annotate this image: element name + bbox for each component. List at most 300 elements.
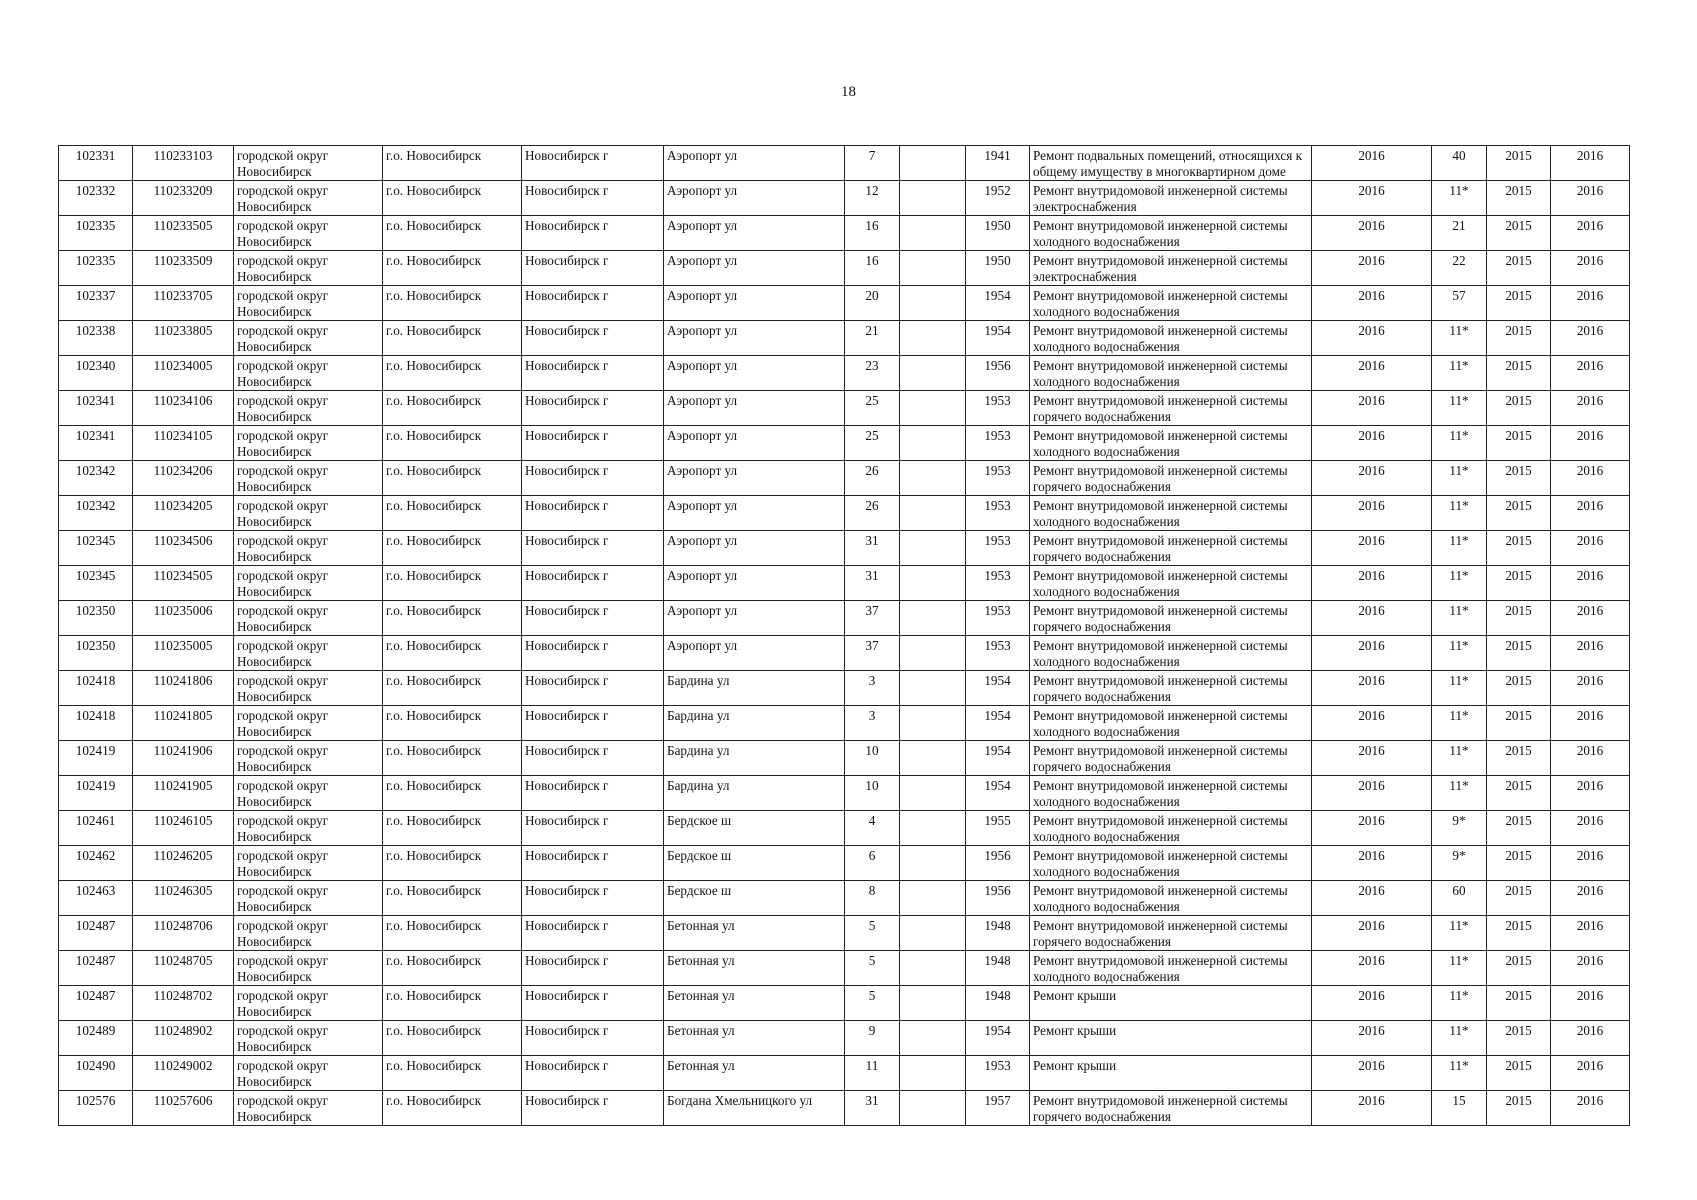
table-row: [59, 566, 1630, 601]
cell-start-year: 2015: [1487, 636, 1551, 671]
cell-building: [900, 636, 966, 671]
cell-work-type: Ремонт внутридомовой инженерной системы холодного водоснабжения: [1030, 951, 1312, 986]
cell-row-id: 102350: [59, 636, 133, 671]
cell-locality: Новосибирск г: [522, 181, 664, 216]
cell-floors: 9*: [1432, 846, 1487, 881]
cell-plan-year: 2016: [1312, 496, 1432, 531]
cell-settlement: г.о. Новосибирск: [383, 496, 522, 531]
cell-work-type: Ремонт внутридомовой инженерной системы холодного водоснабжения: [1030, 426, 1312, 461]
cell-work-type: Ремонт внутридомовой инженерной системы горячего водоснабжения: [1030, 916, 1312, 951]
cell-year-built: 1955: [966, 811, 1030, 846]
cell-year-built: 1953: [966, 566, 1030, 601]
cell-settlement: г.о. Новосибирск: [383, 426, 522, 461]
cell-record-code: 110249002: [133, 1056, 234, 1091]
cell-floors: 11*: [1432, 741, 1487, 776]
cell-street: Аэропорт ул: [664, 531, 845, 566]
cell-municipal-district: городской округ Новосибирск: [234, 1056, 383, 1091]
cell-house-number: 21: [845, 321, 900, 356]
cell-locality: Новосибирск г: [522, 1056, 664, 1091]
cell-plan-year: 2016: [1312, 251, 1432, 286]
cell-floors: 11*: [1432, 601, 1487, 636]
cell-year-built: 1953: [966, 636, 1030, 671]
cell-row-id: 102338: [59, 321, 133, 356]
table-row: [59, 286, 1630, 321]
cell-municipal-district: городской округ Новосибирск: [234, 356, 383, 391]
cell-locality: Новосибирск г: [522, 146, 664, 181]
cell-work-type: Ремонт подвальных помещений, относящихся к общему имуществу в многоквартирном доме: [1030, 146, 1312, 181]
cell-municipal-district: городской округ Новосибирск: [234, 251, 383, 286]
cell-work-type: Ремонт внутридомовой инженерной системы электроснабжения: [1030, 251, 1312, 286]
cell-end-year: 2016: [1551, 321, 1630, 356]
cell-building: [900, 216, 966, 251]
cell-end-year: 2016: [1551, 286, 1630, 321]
cell-work-type: Ремонт внутридомовой инженерной системы холодного водоснабжения: [1030, 286, 1312, 321]
cell-street: Аэропорт ул: [664, 181, 845, 216]
cell-record-code: 110234206: [133, 461, 234, 496]
cell-record-code: 110234106: [133, 391, 234, 426]
table-row: [59, 951, 1630, 986]
cell-end-year: 2016: [1551, 846, 1630, 881]
cell-street: Аэропорт ул: [664, 426, 845, 461]
cell-locality: Новосибирск г: [522, 426, 664, 461]
cell-year-built: 1953: [966, 391, 1030, 426]
cell-record-code: 110248902: [133, 1021, 234, 1056]
cell-start-year: 2015: [1487, 601, 1551, 636]
cell-plan-year: 2016: [1312, 391, 1432, 426]
cell-row-id: 102419: [59, 776, 133, 811]
cell-work-type: Ремонт внутридомовой инженерной системы горячего водоснабжения: [1030, 391, 1312, 426]
cell-floors: 11*: [1432, 1056, 1487, 1091]
cell-floors: 40: [1432, 146, 1487, 181]
cell-settlement: г.о. Новосибирск: [383, 811, 522, 846]
cell-street: Бардина ул: [664, 671, 845, 706]
cell-row-id: 102487: [59, 986, 133, 1021]
cell-year-built: 1956: [966, 881, 1030, 916]
cell-start-year: 2015: [1487, 846, 1551, 881]
cell-plan-year: 2016: [1312, 531, 1432, 566]
cell-house-number: 5: [845, 951, 900, 986]
cell-plan-year: 2016: [1312, 671, 1432, 706]
cell-municipal-district: городской округ Новосибирск: [234, 531, 383, 566]
cell-row-id: 102335: [59, 251, 133, 286]
cell-year-built: 1954: [966, 741, 1030, 776]
cell-work-type: Ремонт внутридомовой инженерной системы горячего водоснабжения: [1030, 741, 1312, 776]
cell-plan-year: 2016: [1312, 986, 1432, 1021]
cell-building: [900, 321, 966, 356]
cell-house-number: 5: [845, 986, 900, 1021]
cell-row-id: 102419: [59, 741, 133, 776]
cell-start-year: 2015: [1487, 811, 1551, 846]
cell-plan-year: 2016: [1312, 146, 1432, 181]
cell-row-id: 102490: [59, 1056, 133, 1091]
cell-start-year: 2015: [1487, 1021, 1551, 1056]
cell-work-type: Ремонт внутридомовой инженерной системы холодного водоснабжения: [1030, 776, 1312, 811]
cell-row-id: 102341: [59, 426, 133, 461]
table-row: [59, 1021, 1630, 1056]
cell-plan-year: 2016: [1312, 181, 1432, 216]
cell-work-type: Ремонт внутридомовой инженерной системы холодного водоснабжения: [1030, 496, 1312, 531]
table-row: [59, 216, 1630, 251]
cell-row-id: 102489: [59, 1021, 133, 1056]
cell-floors: 9*: [1432, 811, 1487, 846]
cell-year-built: 1953: [966, 1056, 1030, 1091]
cell-municipal-district: городской округ Новосибирск: [234, 706, 383, 741]
cell-municipal-district: городской округ Новосибирск: [234, 671, 383, 706]
cell-floors: 11*: [1432, 986, 1487, 1021]
cell-house-number: 25: [845, 391, 900, 426]
cell-settlement: г.о. Новосибирск: [383, 566, 522, 601]
cell-plan-year: 2016: [1312, 741, 1432, 776]
cell-building: [900, 986, 966, 1021]
cell-municipal-district: городской округ Новосибирск: [234, 566, 383, 601]
cell-start-year: 2015: [1487, 321, 1551, 356]
cell-settlement: г.о. Новосибирск: [383, 951, 522, 986]
table-row: [59, 426, 1630, 461]
cell-plan-year: 2016: [1312, 321, 1432, 356]
cell-row-id: 102463: [59, 881, 133, 916]
cell-end-year: 2016: [1551, 566, 1630, 601]
cell-floors: 11*: [1432, 776, 1487, 811]
cell-floors: 11*: [1432, 951, 1487, 986]
cell-settlement: г.о. Новосибирск: [383, 1091, 522, 1126]
cell-start-year: 2015: [1487, 916, 1551, 951]
cell-municipal-district: городской округ Новосибирск: [234, 1021, 383, 1056]
cell-floors: 22: [1432, 251, 1487, 286]
cell-start-year: 2015: [1487, 356, 1551, 391]
cell-record-code: 110233705: [133, 286, 234, 321]
cell-house-number: 16: [845, 251, 900, 286]
cell-record-code: 110246205: [133, 846, 234, 881]
cell-record-code: 110233805: [133, 321, 234, 356]
cell-settlement: г.о. Новосибирск: [383, 391, 522, 426]
table-row: [59, 461, 1630, 496]
cell-work-type: Ремонт внутридомовой инженерной системы холодного водоснабжения: [1030, 881, 1312, 916]
cell-record-code: 110241806: [133, 671, 234, 706]
cell-house-number: 11: [845, 1056, 900, 1091]
cell-floors: 11*: [1432, 706, 1487, 741]
cell-house-number: 12: [845, 181, 900, 216]
table-row: [59, 776, 1630, 811]
cell-building: [900, 741, 966, 776]
cell-building: [900, 601, 966, 636]
cell-building: [900, 951, 966, 986]
cell-plan-year: 2016: [1312, 461, 1432, 496]
cell-plan-year: 2016: [1312, 811, 1432, 846]
cell-row-id: 102345: [59, 531, 133, 566]
cell-start-year: 2015: [1487, 391, 1551, 426]
cell-work-type: Ремонт крыши: [1030, 1021, 1312, 1056]
cell-locality: Новосибирск г: [522, 986, 664, 1021]
cell-building: [900, 531, 966, 566]
cell-building: [900, 706, 966, 741]
cell-settlement: г.о. Новосибирск: [383, 916, 522, 951]
cell-row-id: 102332: [59, 181, 133, 216]
cell-work-type: Ремонт внутридомовой инженерной системы холодного водоснабжения: [1030, 356, 1312, 391]
cell-end-year: 2016: [1551, 741, 1630, 776]
cell-year-built: 1956: [966, 356, 1030, 391]
cell-locality: Новосибирск г: [522, 846, 664, 881]
cell-building: [900, 391, 966, 426]
cell-end-year: 2016: [1551, 426, 1630, 461]
cell-street: Аэропорт ул: [664, 321, 845, 356]
cell-house-number: 26: [845, 461, 900, 496]
cell-floors: 11*: [1432, 636, 1487, 671]
cell-year-built: 1954: [966, 776, 1030, 811]
cell-end-year: 2016: [1551, 951, 1630, 986]
cell-record-code: 110233509: [133, 251, 234, 286]
cell-end-year: 2016: [1551, 671, 1630, 706]
cell-year-built: 1948: [966, 916, 1030, 951]
cell-row-id: 102342: [59, 461, 133, 496]
table-row: [59, 741, 1630, 776]
cell-year-built: 1952: [966, 181, 1030, 216]
cell-plan-year: 2016: [1312, 881, 1432, 916]
cell-record-code: 110233209: [133, 181, 234, 216]
cell-street: Богдана Хмельницкого ул: [664, 1091, 845, 1126]
cell-house-number: 31: [845, 566, 900, 601]
cell-start-year: 2015: [1487, 251, 1551, 286]
cell-plan-year: 2016: [1312, 846, 1432, 881]
cell-record-code: 110241906: [133, 741, 234, 776]
cell-building: [900, 566, 966, 601]
cell-start-year: 2015: [1487, 531, 1551, 566]
cell-house-number: 3: [845, 671, 900, 706]
cell-floors: 21: [1432, 216, 1487, 251]
cell-municipal-district: городской округ Новосибирск: [234, 601, 383, 636]
cell-record-code: 110234005: [133, 356, 234, 391]
cell-work-type: Ремонт внутридомовой инженерной системы холодного водоснабжения: [1030, 566, 1312, 601]
table-row: [59, 391, 1630, 426]
cell-floors: 11*: [1432, 531, 1487, 566]
cell-house-number: 9: [845, 1021, 900, 1056]
cell-house-number: 26: [845, 496, 900, 531]
cell-settlement: г.о. Новосибирск: [383, 321, 522, 356]
table-row: [59, 181, 1630, 216]
cell-settlement: г.о. Новосибирск: [383, 531, 522, 566]
cell-floors: 11*: [1432, 356, 1487, 391]
cell-municipal-district: городской округ Новосибирск: [234, 881, 383, 916]
cell-floors: 60: [1432, 881, 1487, 916]
cell-street: Аэропорт ул: [664, 286, 845, 321]
cell-record-code: 110234506: [133, 531, 234, 566]
cell-plan-year: 2016: [1312, 286, 1432, 321]
cell-row-id: 102418: [59, 671, 133, 706]
table-row: [59, 496, 1630, 531]
cell-end-year: 2016: [1551, 986, 1630, 1021]
cell-plan-year: 2016: [1312, 776, 1432, 811]
cell-record-code: 110248706: [133, 916, 234, 951]
cell-row-id: 102345: [59, 566, 133, 601]
cell-settlement: г.о. Новосибирск: [383, 181, 522, 216]
cell-building: [900, 1021, 966, 1056]
cell-house-number: 20: [845, 286, 900, 321]
cell-end-year: 2016: [1551, 811, 1630, 846]
cell-year-built: 1953: [966, 601, 1030, 636]
cell-plan-year: 2016: [1312, 601, 1432, 636]
cell-locality: Новосибирск г: [522, 391, 664, 426]
cell-year-built: 1950: [966, 251, 1030, 286]
cell-settlement: г.о. Новосибирск: [383, 636, 522, 671]
cell-municipal-district: городской округ Новосибирск: [234, 741, 383, 776]
cell-street: Аэропорт ул: [664, 566, 845, 601]
cell-building: [900, 1056, 966, 1091]
table-row: [59, 321, 1630, 356]
cell-start-year: 2015: [1487, 286, 1551, 321]
cell-municipal-district: городской округ Новосибирск: [234, 776, 383, 811]
cell-municipal-district: городской округ Новосибирск: [234, 321, 383, 356]
cell-building: [900, 776, 966, 811]
cell-settlement: г.о. Новосибирск: [383, 356, 522, 391]
cell-row-id: 102462: [59, 846, 133, 881]
cell-municipal-district: городской округ Новосибирск: [234, 986, 383, 1021]
cell-plan-year: 2016: [1312, 916, 1432, 951]
cell-year-built: 1954: [966, 671, 1030, 706]
cell-end-year: 2016: [1551, 881, 1630, 916]
cell-settlement: г.о. Новосибирск: [383, 881, 522, 916]
cell-work-type: Ремонт внутридомовой инженерной системы горячего водоснабжения: [1030, 671, 1312, 706]
cell-plan-year: 2016: [1312, 1021, 1432, 1056]
cell-record-code: 110248705: [133, 951, 234, 986]
cell-work-type: Ремонт крыши: [1030, 986, 1312, 1021]
cell-house-number: 37: [845, 636, 900, 671]
cell-building: [900, 496, 966, 531]
cell-year-built: 1954: [966, 286, 1030, 321]
cell-locality: Новосибирск г: [522, 776, 664, 811]
cell-start-year: 2015: [1487, 146, 1551, 181]
table-row: [59, 146, 1630, 181]
cell-floors: 15: [1432, 1091, 1487, 1126]
cell-year-built: 1953: [966, 531, 1030, 566]
cell-municipal-district: городской округ Новосибирск: [234, 461, 383, 496]
cell-street: Аэропорт ул: [664, 146, 845, 181]
cell-year-built: 1953: [966, 426, 1030, 461]
cell-municipal-district: городской округ Новосибирск: [234, 1091, 383, 1126]
cell-plan-year: 2016: [1312, 636, 1432, 671]
cell-street: Бетонная ул: [664, 951, 845, 986]
cell-street: Аэропорт ул: [664, 461, 845, 496]
cell-plan-year: 2016: [1312, 356, 1432, 391]
cell-locality: Новосибирск г: [522, 321, 664, 356]
cell-municipal-district: городской округ Новосибирск: [234, 216, 383, 251]
page-number: 18: [841, 84, 856, 100]
table-row: [59, 986, 1630, 1021]
cell-street: Бетонная ул: [664, 1021, 845, 1056]
cell-record-code: 110241805: [133, 706, 234, 741]
cell-row-id: 102335: [59, 216, 133, 251]
cell-record-code: 110234105: [133, 426, 234, 461]
cell-building: [900, 251, 966, 286]
cell-end-year: 2016: [1551, 601, 1630, 636]
cell-settlement: г.о. Новосибирск: [383, 216, 522, 251]
cell-street: Бердское ш: [664, 811, 845, 846]
cell-locality: Новосибирск г: [522, 916, 664, 951]
cell-building: [900, 146, 966, 181]
cell-end-year: 2016: [1551, 706, 1630, 741]
cell-locality: Новосибирск г: [522, 496, 664, 531]
cell-start-year: 2015: [1487, 671, 1551, 706]
cell-end-year: 2016: [1551, 776, 1630, 811]
cell-municipal-district: городской округ Новосибирск: [234, 811, 383, 846]
cell-row-id: 102342: [59, 496, 133, 531]
cell-street: Аэропорт ул: [664, 216, 845, 251]
table-row: [59, 846, 1630, 881]
cell-work-type: Ремонт внутридомовой инженерной системы холодного водоснабжения: [1030, 706, 1312, 741]
cell-street: Бардина ул: [664, 741, 845, 776]
cell-building: [900, 846, 966, 881]
cell-settlement: г.о. Новосибирск: [383, 286, 522, 321]
cell-work-type: Ремонт внутридомовой инженерной системы горячего водоснабжения: [1030, 601, 1312, 636]
cell-house-number: 4: [845, 811, 900, 846]
cell-floors: 11*: [1432, 916, 1487, 951]
cell-plan-year: 2016: [1312, 951, 1432, 986]
cell-end-year: 2016: [1551, 461, 1630, 496]
cell-building: [900, 1091, 966, 1126]
cell-floors: 11*: [1432, 671, 1487, 706]
cell-municipal-district: городской округ Новосибирск: [234, 391, 383, 426]
cell-year-built: 1950: [966, 216, 1030, 251]
cell-year-built: 1954: [966, 1021, 1030, 1056]
cell-work-type: Ремонт внутридомовой инженерной системы горячего водоснабжения: [1030, 1091, 1312, 1126]
cell-row-id: 102487: [59, 951, 133, 986]
cell-house-number: 3: [845, 706, 900, 741]
cell-end-year: 2016: [1551, 1021, 1630, 1056]
cell-floors: 11*: [1432, 496, 1487, 531]
cell-municipal-district: городской округ Новосибирск: [234, 181, 383, 216]
cell-municipal-district: городской округ Новосибирск: [234, 846, 383, 881]
cell-settlement: г.о. Новосибирск: [383, 706, 522, 741]
cell-year-built: 1953: [966, 496, 1030, 531]
cell-floors: 11*: [1432, 461, 1487, 496]
cell-end-year: 2016: [1551, 251, 1630, 286]
cell-year-built: 1948: [966, 986, 1030, 1021]
table-row: [59, 601, 1630, 636]
cell-start-year: 2015: [1487, 461, 1551, 496]
cell-settlement: г.о. Новосибирск: [383, 1021, 522, 1056]
cell-street: Аэропорт ул: [664, 601, 845, 636]
cell-municipal-district: городской округ Новосибирск: [234, 916, 383, 951]
cell-floors: 57: [1432, 286, 1487, 321]
cell-work-type: Ремонт внутридомовой инженерной системы холодного водоснабжения: [1030, 636, 1312, 671]
cell-row-id: 102337: [59, 286, 133, 321]
cell-locality: Новосибирск г: [522, 636, 664, 671]
cell-locality: Новосибирск г: [522, 881, 664, 916]
cell-street: Аэропорт ул: [664, 391, 845, 426]
cell-start-year: 2015: [1487, 496, 1551, 531]
cell-plan-year: 2016: [1312, 566, 1432, 601]
cell-work-type: Ремонт внутридомовой инженерной системы горячего водоснабжения: [1030, 461, 1312, 496]
cell-work-type: Ремонт внутридомовой инженерной системы холодного водоснабжения: [1030, 846, 1312, 881]
cell-record-code: 110234205: [133, 496, 234, 531]
cell-start-year: 2015: [1487, 181, 1551, 216]
cell-building: [900, 181, 966, 216]
cell-start-year: 2015: [1487, 881, 1551, 916]
cell-row-id: 102341: [59, 391, 133, 426]
cell-building: [900, 461, 966, 496]
cell-row-id: 102331: [59, 146, 133, 181]
cell-end-year: 2016: [1551, 916, 1630, 951]
repair-registry-table: [58, 145, 1630, 1126]
cell-building: [900, 426, 966, 461]
cell-building: [900, 671, 966, 706]
cell-locality: Новосибирск г: [522, 251, 664, 286]
cell-row-id: 102461: [59, 811, 133, 846]
cell-municipal-district: городской округ Новосибирск: [234, 426, 383, 461]
cell-floors: 11*: [1432, 391, 1487, 426]
cell-plan-year: 2016: [1312, 706, 1432, 741]
cell-settlement: г.о. Новосибирск: [383, 846, 522, 881]
cell-locality: Новосибирск г: [522, 706, 664, 741]
cell-record-code: 110235005: [133, 636, 234, 671]
